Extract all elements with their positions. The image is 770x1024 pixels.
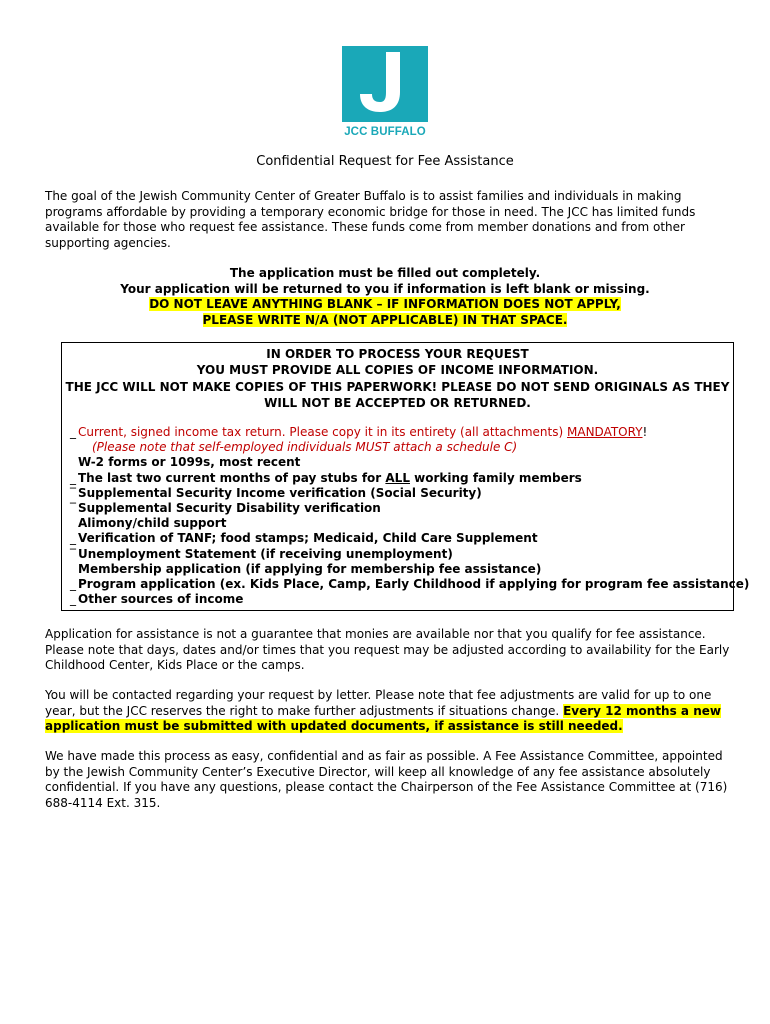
item-text: Current, signed income tax return. Please copy it in its entirety (all attachments) [78, 425, 567, 439]
checklist-item-w2[interactable]: W-2 forms or 1099s, most recent [78, 455, 301, 470]
box-header-line-2: YOU MUST PROVIDE ALL COPIES OF INCOME INFORMATION. [196, 363, 599, 378]
checklist-item-tax-return[interactable] [70, 425, 749, 440]
checklist-item-other-income[interactable] [70, 592, 749, 607]
item-text: ! [642, 425, 648, 439]
notice-line-4: PLEASE WRITE N/A (NOT APPLICABLE) IN THAT SPACE. [202, 313, 568, 328]
checklist-item-membership-app[interactable]: Membership application (if applying for membership fee assistance) [78, 561, 542, 576]
box-header-line-4: WILL NOT BE ACCEPTED OR RETURNED. [264, 395, 531, 410]
checklist-item-program-app[interactable] [70, 577, 749, 592]
mandatory-label: MANDATORY [567, 425, 643, 439]
guarantee-paragraph: Application for assistance is not a guarantee that monies are available nor that you qualify for fee assistance. Please note that days, dates and/or times that you request may be adjusted according to availability for the Early Childhood Center, Kids Place or the camps. [45, 627, 730, 673]
intro-paragraph: The goal of the Jewish Community Center of Greater Buffalo is to assist families and individuals in making programs affordable by providing a temporary economic bridge for those in need. The JCC has limited funds available for those who request fee assistance. These funds come from member donations and from other supporting agencies. [45, 189, 696, 250]
item-text: Verification of TANF; food stamps; Medicaid, Child Care Supplement [78, 531, 538, 546]
box-header [62, 346, 733, 411]
box-header-line-3: THE JCC WILL NOT MAKE COPIES OF THIS PAPERWORK! PLEASE DO NOT SEND ORIGINALS AS THEY [65, 379, 730, 394]
item-text: Supplemental Security Income verification (Social Security) [78, 485, 482, 500]
item-text: The last two current months of pay stubs for [78, 470, 386, 485]
checklist-item-ssd[interactable] [70, 501, 749, 516]
checklist-item-pay-stubs[interactable] [70, 471, 749, 486]
all-label: ALL [385, 470, 410, 485]
checkbox-line: ‾ [70, 501, 76, 516]
notice-line-2: Your application will be returned to you if information is left blank or missing. [120, 281, 650, 296]
item-text: Program application (ex. Kids Place, Camp, Early Childhood if applying for program fee assistance) [78, 577, 750, 592]
income-requirements-box [61, 342, 750, 611]
item-text: working family members [409, 470, 582, 485]
contact-paragraph [45, 688, 735, 735]
checklist [70, 425, 749, 607]
page-title: Confidential Request for Fee Assistance [256, 154, 514, 169]
jcc-logo-mark [342, 46, 428, 122]
item-text: Other sources of income [78, 592, 244, 607]
checklist-item-unemployment[interactable] [70, 547, 749, 562]
checkbox-line: ‾ [70, 546, 76, 561]
checklist-item-tanf[interactable] [70, 531, 749, 546]
checkbox-line: _ [70, 577, 76, 592]
notice-block [0, 266, 770, 329]
checkbox-line: ‾ [70, 485, 76, 500]
box-header-line-1: IN ORDER TO PROCESS YOUR REQUEST [266, 347, 529, 361]
confidentiality-paragraph: We have made this process as easy, confidential and as fair as possible. A Fee Assistance Committee, appointed by the Jewish Community Center’s Executive Director, will keep all knowledge of any fee assistance absolutely confidential. If you have any questions, please contact the Chairperson of the Fee Assistance Committee at (716) 688-4114 Ext. 315. [45, 749, 728, 810]
notice-line-3: DO NOT LEAVE ANYTHING BLANK – IF INFORMATION DOES NOT APPLY, [149, 297, 621, 312]
checklist-item-alimony[interactable]: Alimony/child support [78, 516, 227, 531]
checkbox-line: _ [70, 592, 76, 607]
contact-text: You will be contacted regarding your request by letter. Please note that fee adjustments are valid for up to one year, but the JCC reserves the right to make further adjustments if situations change. [45, 688, 712, 718]
item-text: Unemployment Statement (if receiving unemployment) [78, 546, 453, 561]
checkbox-line: _ [70, 470, 76, 485]
checkbox-line: _ [70, 531, 76, 546]
checkbox-line: _ [70, 425, 76, 439]
jcc-logo [342, 46, 428, 138]
checklist-item-ssi[interactable] [70, 486, 749, 501]
notice-line-1: The application must be filled out completely. [229, 266, 541, 280]
item-text: Supplemental Security Disability verification [78, 501, 381, 516]
logo-text: JCC BUFFALO [344, 126, 426, 138]
checklist-note-schedule-c: (Please note that self-employed individuals MUST attach a schedule C) [92, 440, 518, 455]
renewal-notice: Every 12 months a new application must be submitted with updated documents, if assistance is still needed. [45, 703, 721, 734]
